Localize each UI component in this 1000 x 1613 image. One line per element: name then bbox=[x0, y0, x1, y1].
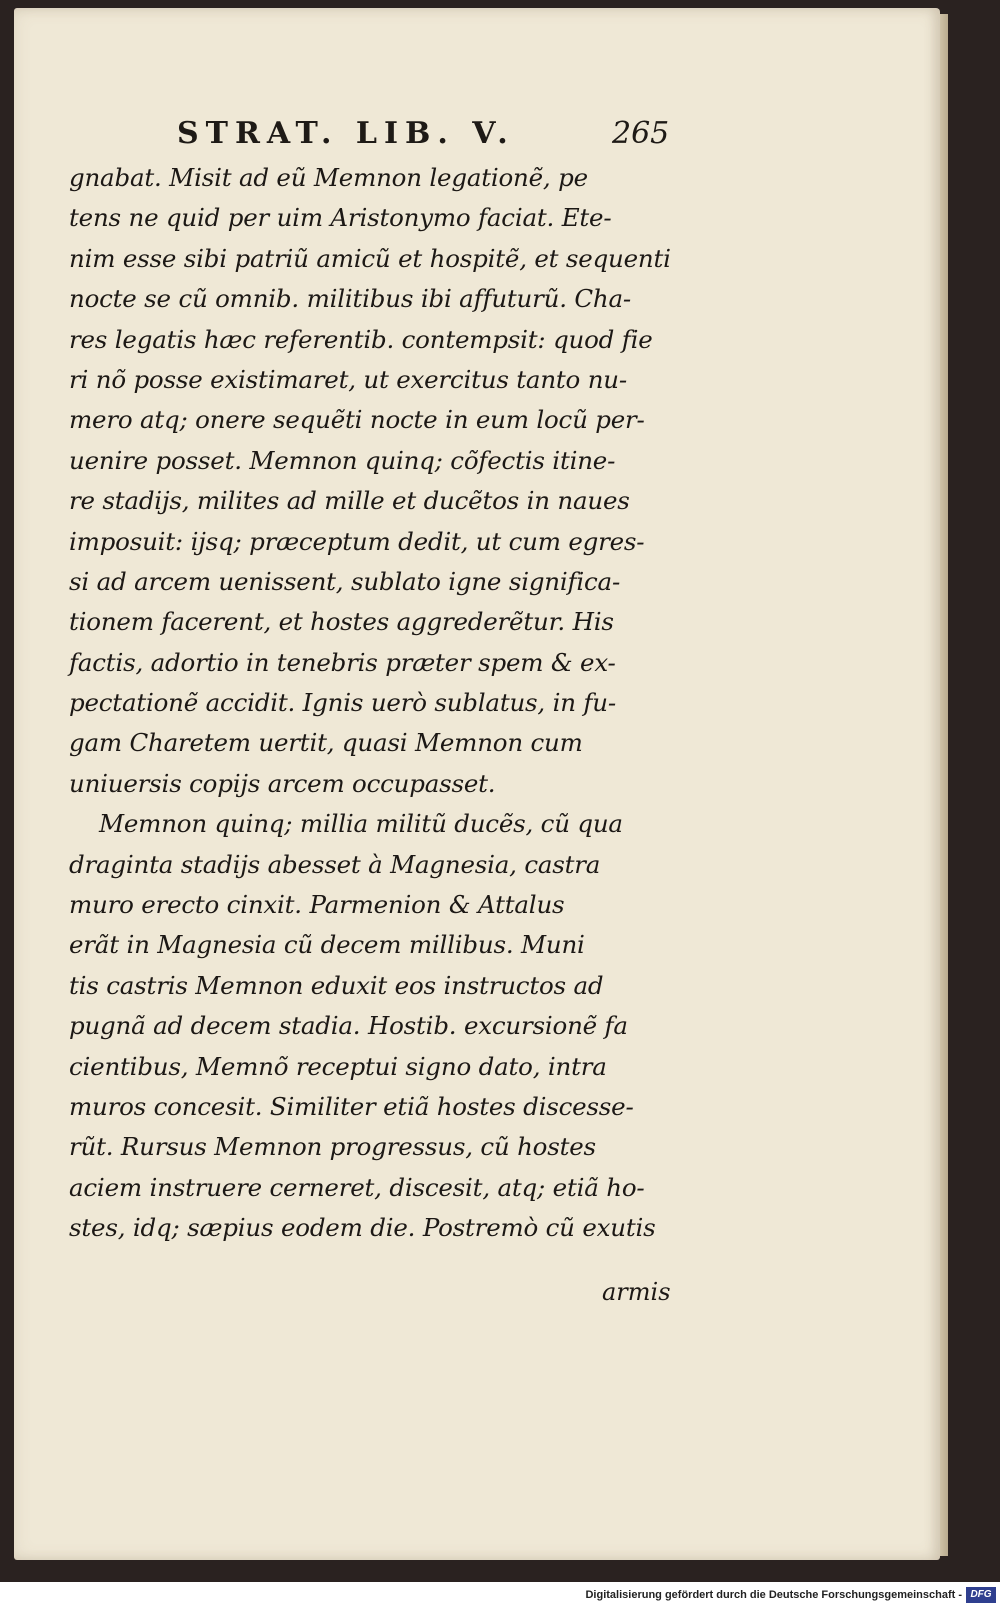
book-page bbox=[14, 8, 940, 1560]
text-line: res legatis hæc referentib. contempsit: quod fie bbox=[69, 324, 653, 354]
text-line: ri nõ posse existimaret, ut exercitus tanto nu- bbox=[69, 364, 627, 394]
text-line: gam Charetem uertit, quasi Memnon cum bbox=[69, 728, 583, 758]
footer-bar bbox=[0, 1582, 1000, 1613]
text-line: cientibus, Memnõ receptui signo dato, intra bbox=[69, 1051, 607, 1081]
text-line: draginta stadijs abesset à Magnesia, castra bbox=[69, 849, 601, 879]
running-head: STRAT. LIB. V. bbox=[177, 116, 515, 151]
text-line: pectationẽ accidit. Ignis uerò sublatus, in fu- bbox=[69, 688, 616, 718]
text-line: aciem instruere cerneret, discesit, atq; etiã ho- bbox=[69, 1172, 645, 1202]
text-line: rũt. Rursus Memnon progressus, cũ hostes bbox=[69, 1132, 596, 1162]
text-line: tionem facerent, et hostes aggrederẽtur. His bbox=[69, 607, 614, 637]
text-line: tens ne quid per uim Aristonymo faciat. Ete- bbox=[69, 203, 612, 233]
catchword: armis bbox=[602, 1278, 671, 1306]
text-line: mero atq; onere sequẽti nocte in eum locũ per- bbox=[69, 405, 645, 435]
page-number: 265 bbox=[612, 116, 670, 151]
text-line: muros concesit. Similiter etiã hostes discesse- bbox=[69, 1091, 634, 1121]
text-line: nocte se cũ omnib. militibus ibi affuturũ. Cha- bbox=[69, 284, 631, 314]
page-header bbox=[14, 116, 940, 156]
text-line: uniuersis copijs arcem occupasset. bbox=[69, 768, 496, 798]
text-line: uenire posset. Memnon quinq; cõfectis itine- bbox=[69, 445, 616, 475]
text-line: pugnã ad decem stadia. Hostib. excursionẽ fa bbox=[69, 1011, 628, 1041]
text-line: factis, adortio in tenebris præter spem & ex- bbox=[69, 647, 616, 677]
text-line: tis castris Memnon eduxit eos instructos ad bbox=[69, 970, 604, 1000]
dfg-logo-icon[interactable]: DFG bbox=[966, 1587, 996, 1603]
paragraph-start-line: Memnon quinq; millia militũ ducẽs, cũ qua bbox=[99, 809, 623, 839]
footer-credit: Digitalisierung gefördert durch die Deutsche Forschungsgemeinschaft - bbox=[585, 1589, 962, 1601]
text-line: erãt in Magnesia cũ decem millibus. Muni bbox=[69, 930, 585, 960]
text-line: re stadijs, milites ad mille et ducẽtos in naues bbox=[69, 486, 630, 516]
text-line: stes, idq; sæpius eodem die. Postremò cũ exutis bbox=[69, 1213, 656, 1243]
text-line: gnabat. Misit ad eũ Memnon legationẽ, pe bbox=[69, 163, 588, 192]
text-line: nim esse sibi patriũ amicũ et hospitẽ, et sequenti bbox=[69, 243, 671, 273]
text-line: muro erecto cinxit. Parmenion & Attalus bbox=[69, 890, 565, 920]
text-line: imposuit: ijsq; præceptum dedit, ut cum egres- bbox=[69, 526, 645, 556]
text-block bbox=[69, 158, 709, 1249]
text-line: si ad arcem uenissent, sublato igne significa- bbox=[69, 566, 621, 596]
